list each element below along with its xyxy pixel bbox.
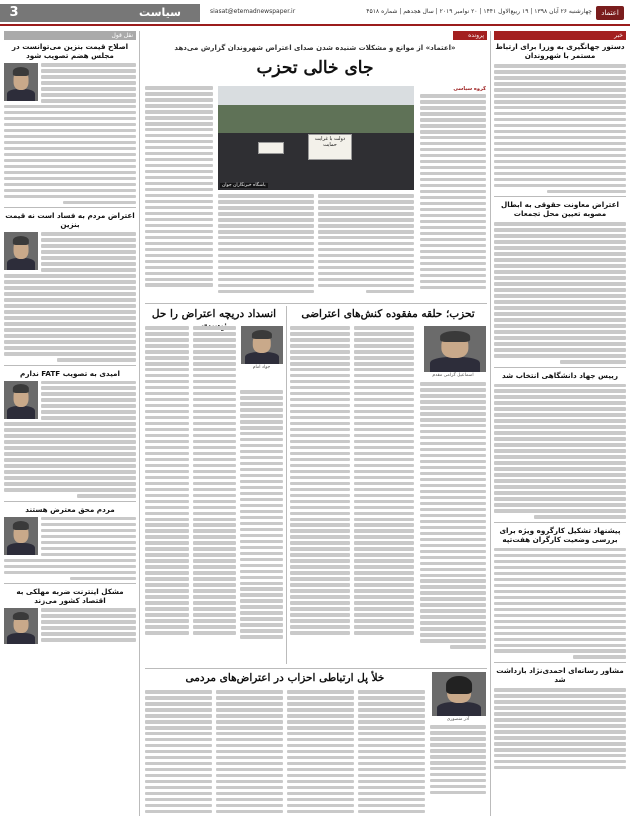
quote-body bbox=[41, 517, 136, 557]
dateline: چهارشنبه ۲۶ آبان ۱۳۹۸ | ۱۹ ربیع‌الاول ۱۴۴۱ | ۲۰ نوامبر ۲۰۱۹ | سال هجدهم | شماره ۴۵۱۸ bbox=[366, 8, 592, 15]
bottom-author-col bbox=[430, 672, 486, 817]
section-divider bbox=[145, 668, 487, 669]
column-divider bbox=[286, 306, 287, 664]
closure-article-body bbox=[145, 326, 236, 666]
brief-body bbox=[494, 548, 626, 659]
quote-headline[interactable]: مردم محق معترض هستند bbox=[25, 504, 115, 514]
bottom-article-body bbox=[145, 690, 425, 817]
quote-headline[interactable]: امیدی به تصویب FATF ندارم bbox=[20, 368, 120, 378]
right-column bbox=[494, 42, 626, 817]
brief-headline[interactable]: دستور جهانگیری به وزرا برای ارتباط مستمر با شهروندان bbox=[495, 42, 625, 60]
brief-headline[interactable]: رییس جهاد دانشگاهی انتخاب شد bbox=[502, 370, 618, 380]
author-name: جواد امام bbox=[252, 365, 271, 370]
author-photo bbox=[241, 326, 283, 364]
left-column bbox=[4, 42, 136, 817]
brief-headline[interactable]: پیشنهاد تشکیل کارگروه ویژه برای بررسی وضعیت کارگران هفت‌تپه bbox=[499, 525, 621, 544]
lead-continued bbox=[218, 194, 414, 302]
party-article-author-col bbox=[420, 326, 486, 666]
header-rule bbox=[0, 24, 630, 26]
section-divider bbox=[145, 303, 487, 304]
quote-body bbox=[4, 422, 136, 497]
author-name: آذر منصوری bbox=[446, 717, 470, 722]
quote-headline[interactable]: اعتراض مردم به فساد است نه قیمت بنزین bbox=[5, 211, 135, 230]
closure-author-box bbox=[240, 326, 283, 386]
lead-photo bbox=[218, 86, 414, 190]
quote-body bbox=[4, 559, 136, 581]
page-header bbox=[0, 0, 630, 26]
portrait-photo bbox=[4, 608, 38, 644]
portrait-photo bbox=[4, 517, 38, 555]
section-email[interactable]: siasat@etemadnewspaper.ir bbox=[210, 8, 296, 15]
column-divider bbox=[490, 31, 491, 816]
party-article-body bbox=[290, 326, 414, 666]
protest-sign-small bbox=[258, 142, 284, 154]
lead-text-right bbox=[420, 86, 486, 301]
brief-body bbox=[494, 688, 626, 769]
author-photo bbox=[424, 326, 486, 372]
quote-body bbox=[41, 232, 136, 272]
bottom-article-headline[interactable]: خلأ پل ارتباطی احزاب در اعتراض‌های مردمی bbox=[185, 672, 385, 684]
portrait-photo bbox=[4, 381, 38, 419]
brief-body bbox=[494, 222, 626, 363]
quote-body bbox=[41, 381, 136, 421]
photo-caption: باشگاه خبرنگاران جوان bbox=[222, 183, 266, 188]
brief-headline[interactable]: مشاور رسانه‌ای احمدی‌نژاد بازداشت شد bbox=[496, 666, 624, 685]
quote-body bbox=[4, 105, 136, 204]
closure-article-body-2 bbox=[240, 390, 283, 666]
quote-headline[interactable]: اصلاح قیمت بنزین می‌توانست در مجلس هضم تصویب شود bbox=[11, 42, 129, 60]
portrait-photo bbox=[4, 232, 38, 270]
quote-headline[interactable]: مشکل اینترنت ضربه مهلکی به اقتصاد کشور می‌زند bbox=[16, 587, 124, 606]
column-divider bbox=[139, 31, 140, 816]
left-column-label: نقل قول bbox=[4, 31, 136, 40]
quote-body bbox=[41, 63, 136, 103]
lead-author: گروه سیاسی bbox=[453, 86, 486, 92]
author-photo bbox=[432, 672, 486, 716]
lead-label: پرونده bbox=[453, 31, 487, 40]
page-number: 3 bbox=[9, 5, 19, 20]
lead-text-left bbox=[145, 86, 213, 301]
brief-headline[interactable]: اعتراض معاونت حقوقی به ابطال مصوبه تعیین محل تجمعات bbox=[501, 200, 619, 219]
party-article-headline[interactable]: تحزب؛ حلقه مفقوده کنش‌های اعتراضی bbox=[301, 308, 475, 320]
closure-article-headline[interactable]: انسداد دریچه اعتراض را حل bbox=[151, 308, 277, 320]
brief-body bbox=[494, 64, 626, 193]
quote-body bbox=[41, 608, 136, 644]
section-name: سیاست bbox=[139, 6, 181, 19]
lead-kicker: «اعتماد» از موانع و مشکلات شنیده شدن صدای اعتراض شهروندان گزارش می‌دهد bbox=[174, 44, 456, 52]
author-name: اسماعیل گرامی مقدم bbox=[432, 373, 474, 378]
portrait-photo bbox=[4, 63, 38, 101]
brief-body bbox=[494, 384, 626, 519]
right-column-label: خبر bbox=[494, 31, 626, 40]
protest-sign: دولت با غرایت حمایت bbox=[308, 134, 352, 160]
newspaper-logo: اعتماد bbox=[596, 6, 624, 20]
lead-headline[interactable]: جای خالی تحزب bbox=[256, 58, 374, 78]
quote-body bbox=[4, 274, 136, 361]
